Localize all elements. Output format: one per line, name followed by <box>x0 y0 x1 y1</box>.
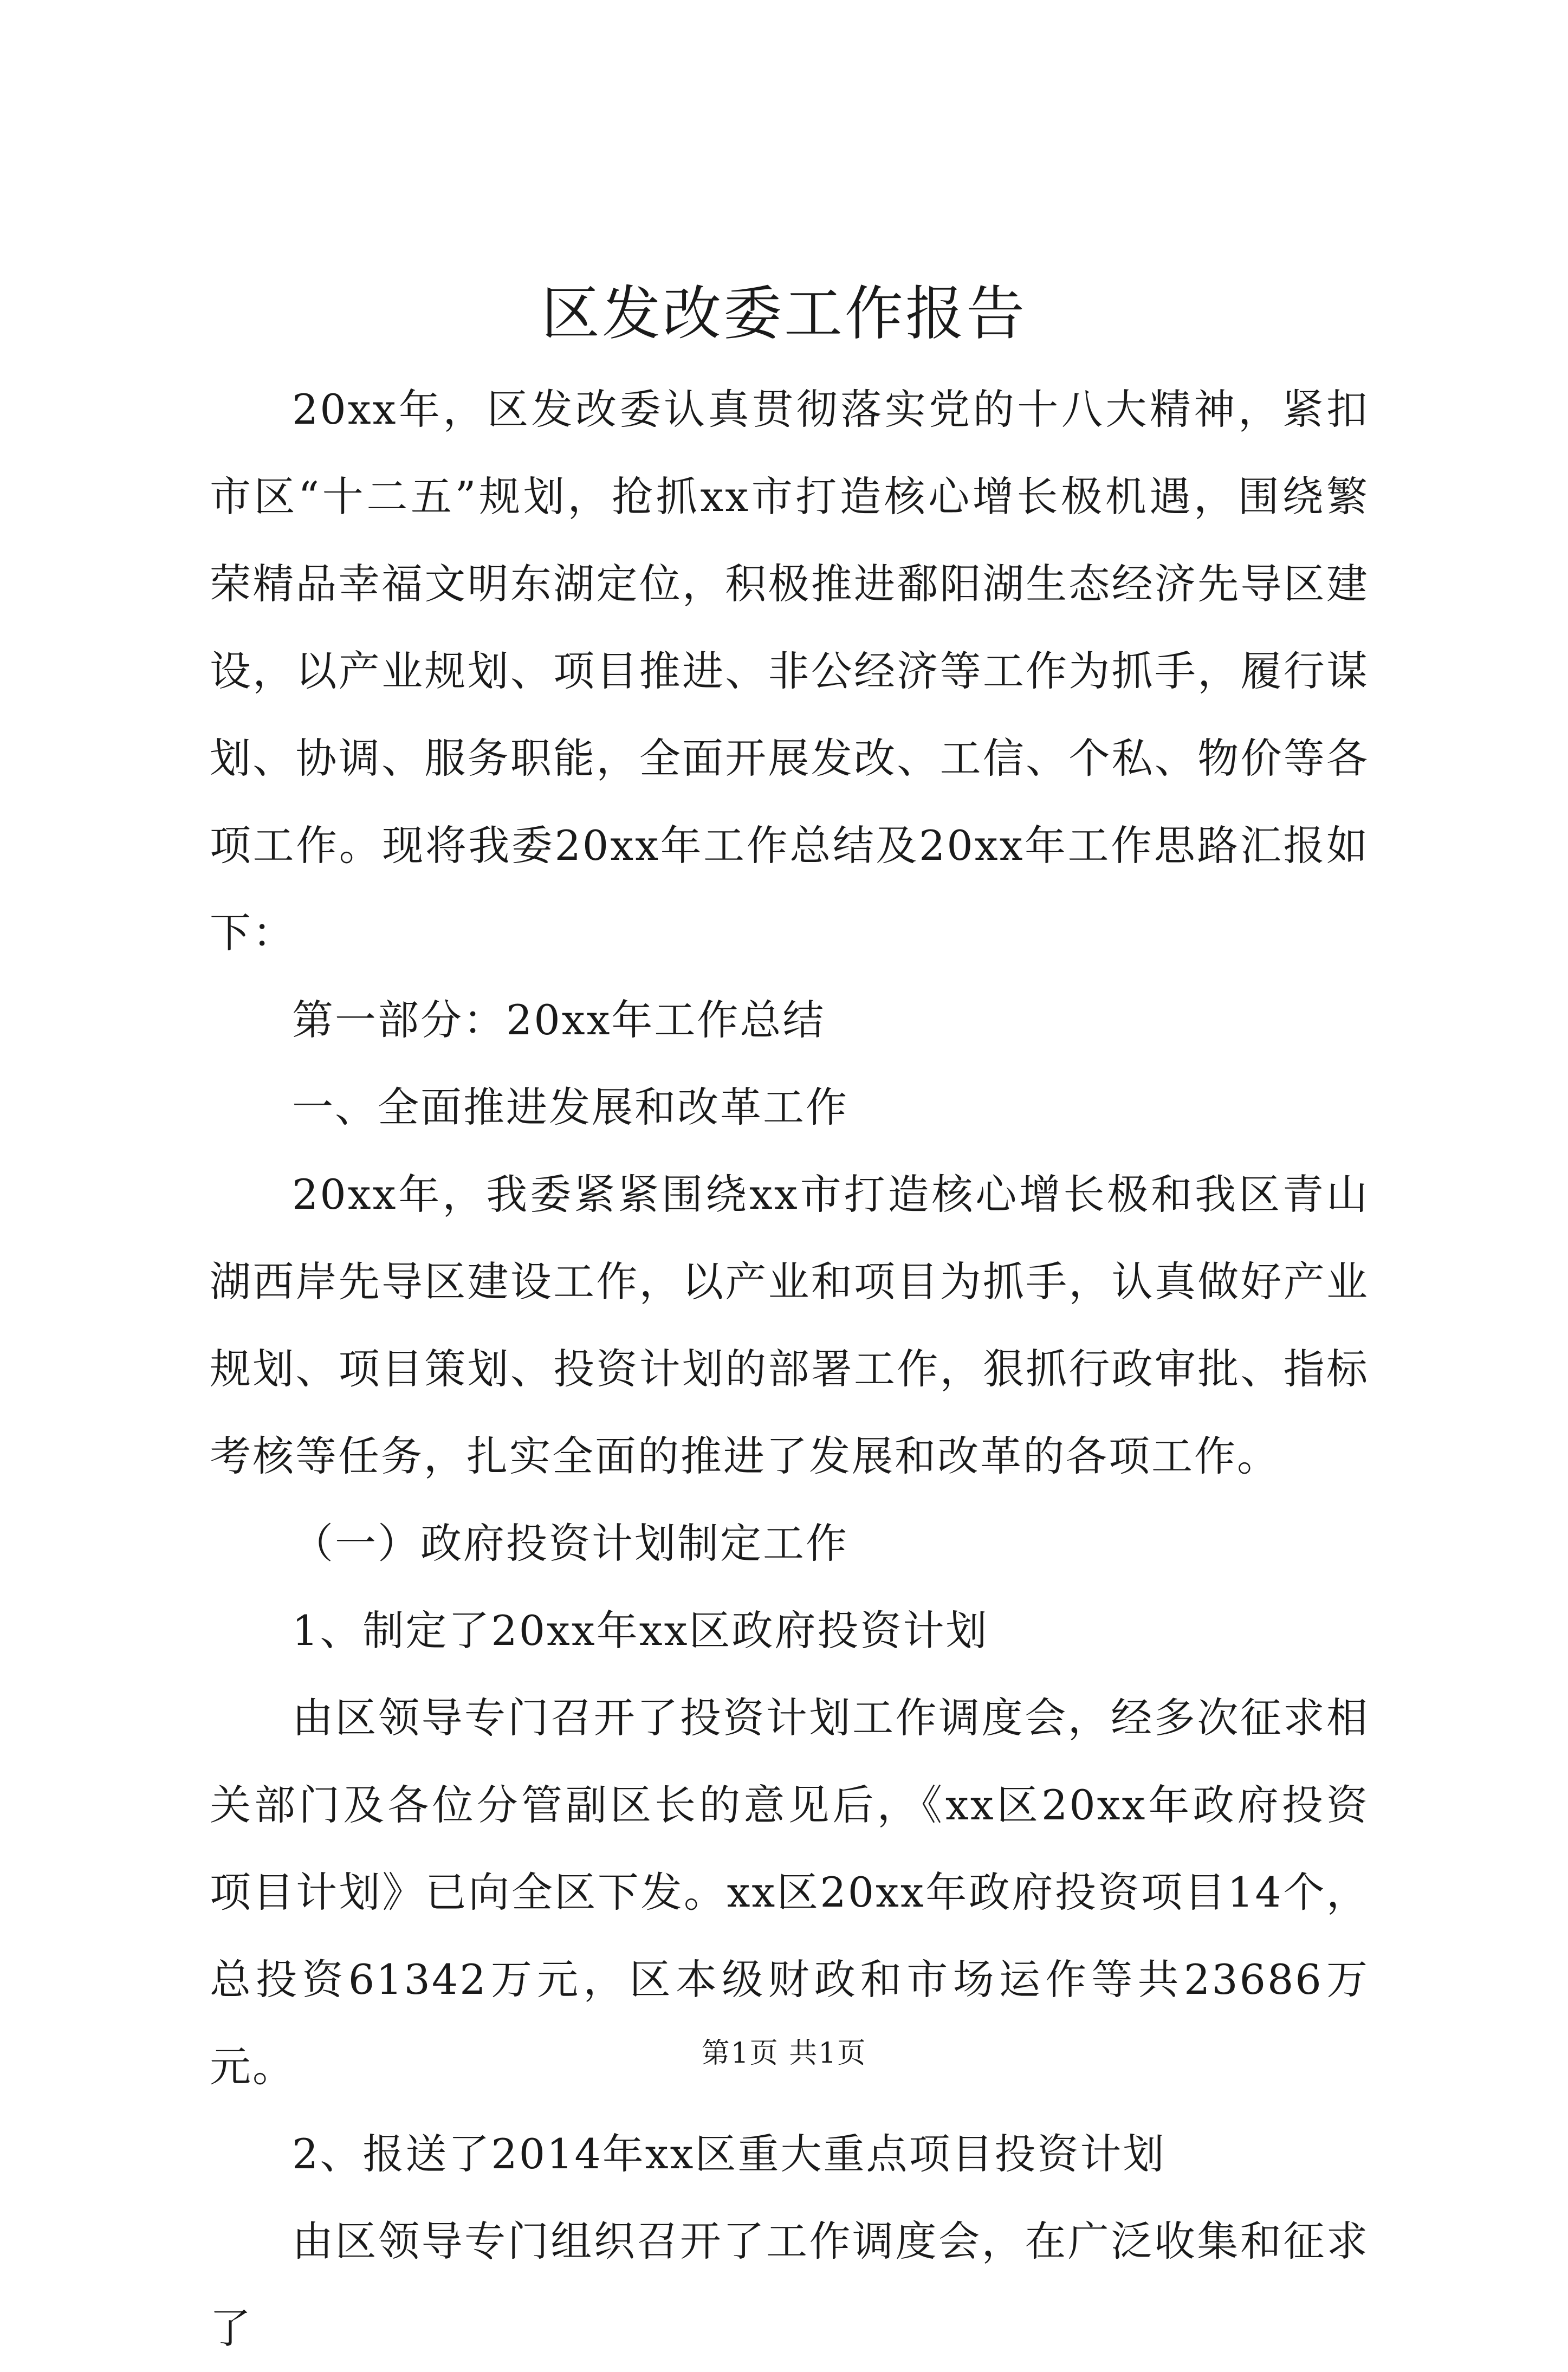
section-heading-part-one: 第一部分：20xx年工作总结 <box>292 996 826 1044</box>
subsection-heading-investment-plan: （一）政府投资计划制定工作 <box>292 1519 848 1567</box>
item-heading-key-projects: 2、报送了2014年xx区重大重点项目投资计划 <box>292 2130 1166 2178</box>
page-footer: 第1页 共1页 <box>701 2037 867 2070</box>
paragraph-key-projects: 由区领导专门组织召开了工作调度会，在广泛收集和征求了 <box>210 2217 1369 2352</box>
document-title: 区发改委工作报告 <box>541 280 1027 348</box>
paragraph-government-plan: 由区领导专门召开了投资计划工作调度会，经多次征求相关部门及各位分管副区长的意见后，《xx区20xx年政府投资项目计划》已向全区下发。xx区20xx年政府投资项目14个，总投资61342万元，区本级财政和市场运作等共23686万元。 <box>210 1694 1369 2091</box>
paragraph-intro: 20xx年，区发改委认真贯彻落实党的十八大精神，紧扣市区“十二五”规划，抢抓xx市打造核心增长极机遇，围绕繁荣精品幸福文明东湖定位，积极推进鄱阳湖生态经济先导区建设，以产业规划、项目推进、非公经济等工作为抓手，履行谋划、协调、服务职能，全面开展发改、工信、个私、物价等各项工作。现将我委20xx年工作总结及20xx年工作思路汇报如下： <box>210 385 1369 957</box>
section-heading-reform: 一、全面推进发展和改革工作 <box>292 1083 848 1131</box>
item-heading-government-plan: 1、制定了20xx年xx区政府投资计划 <box>292 1606 989 1655</box>
paragraph-reform-summary: 20xx年，我委紧紧围绕xx市打造核心增长极和我区青山湖西岸先导区建设工作，以产业和项目为抓手，认真做好产业规划、项目策划、投资计划的部署工作，狠抓行政审批、指标考核等任务，扎实全面的推进了发展和改革的各项工作。 <box>210 1170 1369 1480</box>
